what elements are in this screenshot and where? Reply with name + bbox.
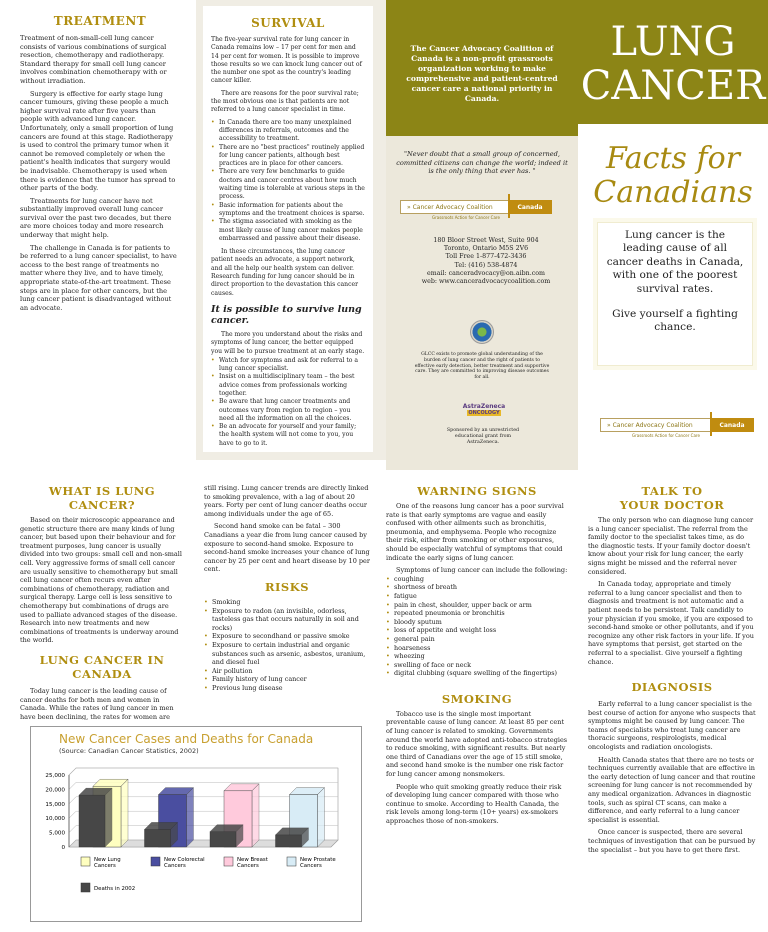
legend-swatch	[287, 857, 296, 866]
survival-para: The more you understand about the risks and symptoms of lung cancer, the better equipped you will be to pursue treatment at an early stage.	[211, 330, 365, 355]
smoking-para: People who quit smoking greatly reduce their risk of developing lung cancer compared with those who continue to smoke. According to Health Canada, the risk levels among long-term (10+ years) ex-smokers approaches those of non-smokers.	[386, 782, 562, 825]
list-item: • Previous lung disease	[204, 684, 370, 693]
warning-para: One of the reasons lung cancer has a poor survival rate is that early symptoms are vague and easily confused with other ailments such as bronchitis, pneumonia, and emphysema. People who recognize their risk, either from smoking or other exposures, should be especially watchful of symptoms that could indicate the early signs of lung cancer.	[386, 502, 564, 562]
talk-heading	[588, 484, 756, 512]
cover-title-line-2: CANCER	[580, 63, 766, 109]
legend-label: Deaths in 2002	[94, 886, 136, 892]
survival-para: There are reasons for the poor survival rate; the most obvious one is that patients are not referred to a lung cancer specialist in time.	[211, 89, 359, 114]
list-item: • digital clubbing (square swelling of the fingertips)	[386, 669, 568, 678]
sponsor-text: Sponsored by an unrestricted educational grant from AstraZeneca.	[446, 428, 520, 445]
legend-label: Cancers	[300, 863, 322, 869]
legend-swatch	[81, 857, 90, 866]
panel-risks	[198, 480, 376, 720]
list-item: • Exposure to secondhand or passive smoke	[204, 632, 370, 641]
list-item: • The stigma associated with smoking as the most likely cause of lung cancer makes people embarrassed and passive about their disease.	[211, 218, 365, 243]
cover-logo-tagline: Grassroots Action for Cancer Care	[632, 433, 700, 438]
legend-label: Cancers	[94, 863, 116, 869]
coalition-logo-tagline: Grassroots Action for Cancer Care	[432, 215, 500, 220]
cover-logo-country: Canada	[710, 418, 754, 432]
coalition-mission: The Cancer Advocacy Coalition of Canada is a non-profit grassroots organization working to make comprehensive and patient-centred cancer care a national priority in Canada.	[406, 44, 558, 103]
talk-heading-2: YOUR DOCTOR	[619, 498, 725, 512]
survival-bullets-2	[211, 357, 365, 448]
astrazeneca-oncology: ONCOLOGY	[468, 410, 500, 416]
legend-label: New Lung	[94, 857, 121, 863]
list-item: • Basic information for patients about the symptoms and the treatment choices is sparse.	[211, 202, 365, 219]
bar-new-cases-side	[187, 788, 194, 847]
what-para: Based on their microscopic appearance and genetic structure there are many kinds of lung cancer, but based upon their behaviour and for treatment purposes, lung cancer is usually divided into two groups: small cell and non-small cell. Very aggressive forms of small cell cancer are usually sensitive to chemotherapy but small cell lung cancer often recurs even after combinations of chemotherapy, radiation and surgical therapy. Large cell is less sensitive to chemotherapy but combinations of drugs are used to palliate advanced stages of the disease. Research into new treatments and new combinations of treatments is underway around the world.	[20, 516, 182, 645]
treatment-para: Surgery is effective for early stage lung cancer tumours, giving these people a much higher survival rate after five years than people with advanced lung cancer. Unfortunately, only a small proportion of lung cancers are found at this stage. Radiotherapy is used to control the primary tumor when it cannot be removed completely or when the patient's health indicates that surgery would be inadvisable. Chemotherapy is used when there is evidence that the tumor has spread to other parts of the body.	[20, 89, 176, 193]
treatment-para: Treatments for lung cancer have not substantially improved overall lung cancer survival over the past two decades, but there are more choices today and more research underway that might help.	[20, 196, 172, 240]
bar-deaths	[79, 795, 105, 847]
list-item: • hoarseness	[386, 644, 568, 653]
survival-callout: It is possible to survive lung cancer.	[211, 303, 362, 326]
risks-heading: RISKS	[264, 579, 310, 594]
list-item: • Exposure to radon (an invisible, odorless, tasteless gas that occurs naturally in soil and rocks)	[204, 607, 370, 633]
survival-para: In these circumstances, the lung cancer patient needs an advocate, a support network, and all the help our health system can deliver. Research funding for lung cancer should be in direct proportion to the devastation this cancer causes.	[211, 248, 359, 297]
smoking-heading: SMOKING	[441, 691, 513, 706]
cont-para: still rising. Lung cancer trends are directly linked to smoking prevalence, with a lag of about 20 years. Forty per cent of lung cancer deaths occur among individuals under the age of 65.	[204, 484, 369, 518]
cover-subtitle-line-1: Facts for	[606, 141, 740, 176]
list-item: • Smoking	[204, 598, 370, 607]
list-item: • Insist on a multidisciplinary team – the best advice comes from professionals working together.	[211, 373, 365, 398]
coalition-logo-country: Canada	[508, 200, 552, 214]
y-tick-label: 10,000	[45, 816, 65, 823]
cover-subtitle	[578, 142, 768, 210]
legend-label: New Colorectal	[164, 857, 205, 863]
incanada-heading-1: LUNG CANCER IN	[39, 652, 165, 667]
survival-bullets	[211, 119, 365, 243]
y-tick-label: 5,000	[48, 830, 65, 837]
list-item: • shortness of breath	[386, 583, 568, 592]
y-tick-label: 25,000	[45, 773, 65, 779]
list-item: • coughing	[386, 575, 568, 584]
incanada-heading	[20, 653, 184, 681]
astrazeneca-name: AstraZeneca	[462, 403, 506, 410]
treatment-body	[20, 34, 180, 312]
cover-subtitle-line-2: Canadians	[593, 175, 753, 210]
list-item: • wheezing	[386, 652, 568, 661]
list-item: • Exposure to certain industrial and organic substances such as arsenic, asbestos, uranium, and diesel fuel	[204, 641, 370, 667]
legend-label: New Breast	[237, 857, 268, 863]
warning-list	[386, 575, 568, 678]
list-item: • bloody sputum	[386, 618, 568, 627]
address-line: 180 Bloor Street West, Suite 904	[433, 237, 539, 244]
list-item: • swelling of face or neck	[386, 661, 568, 670]
survival-heading: SURVIVAL	[251, 16, 325, 30]
y-tick-label: 20,000	[45, 787, 65, 794]
smoking-para: Tobacco use is the single most important preventable cause of lung cancer. At least 85 per cent of lung cancer is related to smoking. Governments around the world have adopted anti-tobacco strategies to reduce smoking, with significant results. But nearly one third of Canadians over the age of 15 still smoke, and second hand smoke is the number one risk factor for lung cancer among nonsmokers.	[386, 709, 568, 779]
incanada-para: Today lung cancer is the leading cause of cancer deaths for both men and women in Canada. While the rates of lung cancer in men have been declining, the rates for women are	[20, 686, 174, 720]
legend-swatch	[81, 883, 90, 892]
diagnosis-heading: DIAGNOSIS	[631, 680, 713, 695]
diagnosis-para: Once cancer is suspected, there are several techniques of investigation that can be pursued by the specialist – but you have to get there first.	[588, 828, 756, 854]
panel-treatment	[0, 0, 196, 470]
list-item: • Be an advocate for yourself and your family; the health system will not come to you, you have to go to it.	[211, 423, 365, 448]
y-tick-label: 0	[61, 845, 65, 851]
chart-subtitle: (Source: Canadian Cancer Statistics, 2002)	[59, 747, 199, 755]
treatment-para: The challenge in Canada is for patients to be referred to a lung cancer specialist, to have access to the best range of treatments no matter where they live, and to have timely, appropriate state-of-the-art treatment. These steps are in place for other cancers, but the lung cancer patient is disadvantaged without an advocate.	[20, 243, 177, 312]
talk-para: In Canada today, appropriate and timely referral to a lung cancer specialist and then to diagnosis and treatment is not automatic and a patient needs to be persistent. Talk candidly to your physician if you smoke, if you are exposed to second-hand smoke or other pollutants, and if you recognize any other risk factors in your life. If you have symptoms that persist, get started on the referral to a specialist. Give yourself a fighting chance.	[588, 580, 754, 666]
cover-logo-text: » Cancer Advocacy Coalition	[600, 418, 710, 432]
warning-heading: WARNING SIGNS	[417, 484, 537, 498]
talk-heading-1: TALK TO	[641, 484, 703, 498]
talk-para: The only person who can diagnose lung cancer is a lung cancer specialist. The referral from the family doctor to the specialist takes time, as do the diagnostic tests. If your family doctor doesn't know about your risk for lung cancer, the early signs might be missed and the referral never considered.	[588, 516, 754, 576]
chart-title: New Cancer Cases and Deaths for Canada	[59, 732, 314, 746]
list-item: • general pain	[386, 635, 568, 644]
list-item: • Family history of lung cancer	[204, 675, 370, 684]
astrazeneca-logo	[456, 403, 512, 416]
cover-title-box	[578, 0, 768, 124]
cancer-chart	[31, 727, 363, 923]
web-link[interactable]: web: www.canceradvocacycoalition.com	[421, 278, 551, 286]
glcc-text: GLCC exists to promote global understanding of the burden of lung cancer and the right of patients to effective early detection, better treatment and supportive care. They are committed to improving disease outcomes for all.	[414, 352, 550, 381]
list-item: • repeated pneumonia or bronchitis	[386, 609, 568, 618]
treatment-heading: TREATMENT	[53, 14, 147, 28]
address-line: Toll Free 1-877-472-3436	[445, 253, 527, 261]
coalition-quote: "Never doubt that a small group of concerned, committed citizens can change the world; indeed it is the only thing that ever has. "	[396, 150, 568, 176]
panel-warning	[376, 480, 576, 932]
cover-logo	[600, 418, 754, 438]
list-item: • Be aware that lung cancer treatments and outcomes vary from region to region – you need all the information on all the choices.	[211, 398, 365, 423]
what-heading: WHAT IS LUNG CANCER?	[48, 484, 156, 512]
list-item: • Watch for symptoms and ask for referral to a lung cancer specialist.	[211, 357, 365, 374]
cover-lead: Lung cancer is the leading cause of all cancer deaths in Canada, with one of the poorest survival rates.	[606, 229, 744, 295]
legend-swatch	[224, 857, 233, 866]
email-link[interactable]: email: canceradvocacy@on.aibn.com	[427, 269, 545, 277]
treatment-para: Treatment of non-small-cell lung cancer consists of various combinations of surgical resection, chemotherapy and radiotherapy. Standard therapy for small cell lung cancer involves combination chemotherapy with or without irradiation.	[20, 34, 167, 85]
cont-para: Second hand smoke can be fatal – 300 Canadians a year die from lung cancer caused by exposure to second-hand smoke. Exposure to second-hand smoke increases your chance of lung cancer by 25 per cent and heart disease by 10 per cent.	[204, 522, 371, 574]
panel-talk	[576, 480, 768, 932]
legend-label: Cancers	[237, 863, 259, 869]
survival-para: The five-year survival rate for lung cancer in Canada remains low – 17 per cent for men and 14 per cent for women. It is possible to improve those results so we can knock lung cancer out of the number one spot as the country's leading cancer killer.	[211, 36, 362, 85]
incanada-heading-2: CANADA	[72, 666, 132, 681]
list-item: • In Canada there are too many unexplained differences in referrals, outcomes and the accessibility to treatment.	[211, 119, 365, 144]
panel-what-is	[0, 480, 198, 720]
legend-label: New Prostate	[300, 857, 336, 863]
cover-title-line-1: LUNG	[610, 19, 736, 65]
list-item: • There are very few benchmarks to guide doctors and cancer centres about how much waiting time is tolerable at various steps in the process.	[211, 168, 365, 201]
diagnosis-para: Health Canada states that there are no tests or techniques currently available that are effective in the early detection of lung cancer and that routine screening for lung cancer is not recommended by any medical organization. Advances in diagnostic tools, such as spiral CT scans, can make a difference, and early referral to a lung cancer specialist is essential.	[588, 755, 756, 824]
bar-new-cases-side	[121, 779, 128, 847]
list-item: • pain in chest, shoulder, upper back or arm	[386, 601, 568, 610]
survival-card	[203, 6, 373, 452]
list-item: • loss of appetite and weight loss	[386, 626, 568, 635]
bar-deaths	[145, 829, 171, 847]
bar-deaths-side	[105, 788, 112, 847]
list-item: • There are no "best practices" routinely applied for lung cancer patients, although best practices are in place for other cancers.	[211, 144, 365, 169]
cover-cta: Give yourself a fighting chance.	[612, 308, 738, 334]
glcc-logo	[470, 320, 494, 344]
coalition-address	[400, 237, 572, 286]
bar-new-cases-side	[252, 784, 259, 847]
y-tick-label: 15,000	[45, 801, 65, 808]
address-line: Toronto, Ontario M5S 2V6	[443, 245, 529, 253]
warning-para: Symptoms of lung cancer can include the following:	[396, 566, 568, 575]
bar-deaths	[210, 832, 236, 847]
coalition-logo	[400, 200, 552, 220]
cover-info-box	[597, 222, 753, 366]
legend-label: Cancers	[164, 863, 186, 869]
coalition-mission-box	[386, 0, 578, 136]
chart-box	[30, 726, 362, 922]
diagnosis-para: Early referral to a lung cancer specialist is the best course of action for anyone who suspects that symptoms might be caused by lung cancer. The teams of specialists who treat lung cancer are thoracic surgeons, respirologists, medical oncologists and radiation oncologists.	[588, 700, 756, 752]
risks-list	[204, 598, 370, 693]
legend-swatch	[151, 857, 160, 866]
bar-deaths	[276, 835, 302, 847]
address-line: Tel: (416) 538-4874	[454, 261, 518, 269]
bar-new-cases-side	[318, 788, 325, 847]
list-item: • Air pollution	[204, 667, 370, 676]
list-item: • fatigue	[386, 592, 568, 601]
coalition-logo-text: » Cancer Advocacy Coalition	[400, 200, 508, 214]
